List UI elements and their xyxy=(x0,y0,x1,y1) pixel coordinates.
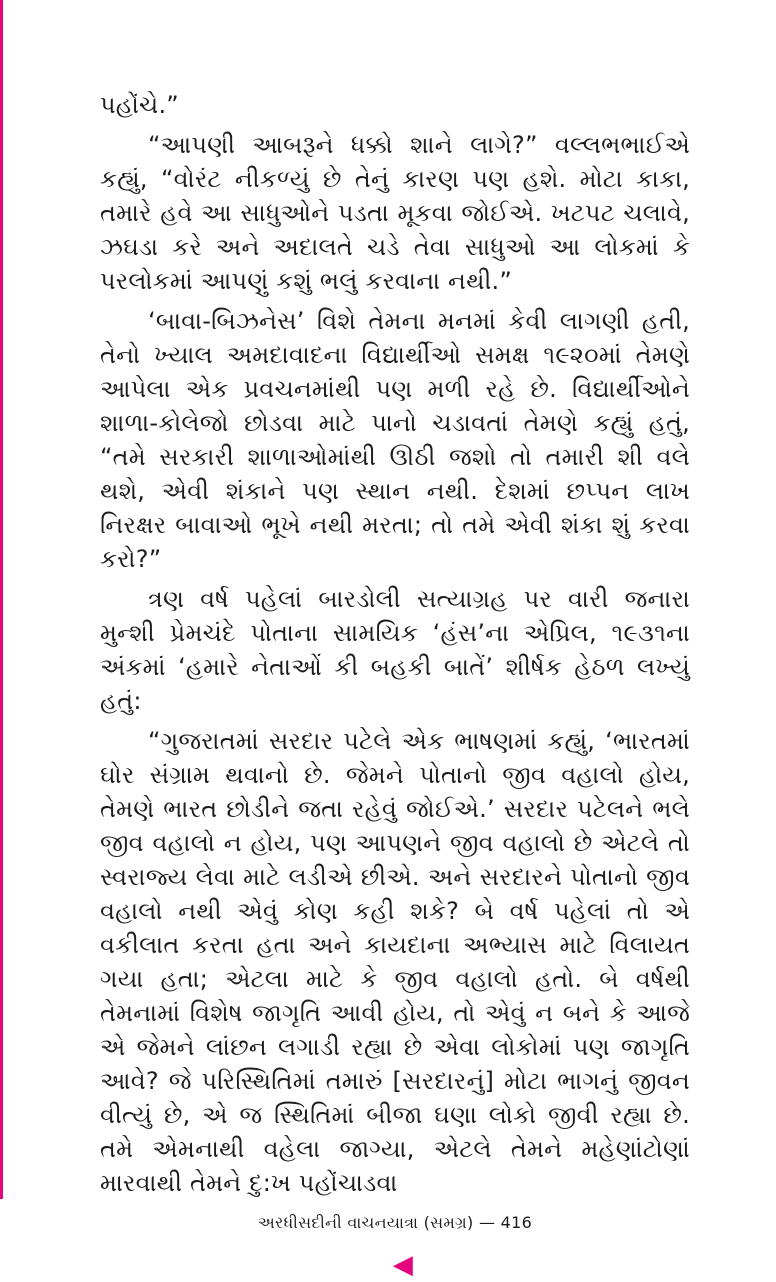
paragraph: ‘બાવા-બિઝનેસ’ વિશે તેમના મનમાં કેવી લાગણી હતી, તેનો ખ્યાલ અમદાવાદના વિદ્યાર્થીઓ સમક્ષ ૧૯૨૦માં તેમણે આપેલા એક પ્રવચનમાંથી પણ મળી રહે છે. વિદ્યાર્થીઓને શાળા-કોલેજો છોડવા માટે પાનો ચડાવતાં તેમણે કહ્યું હતું, “તમે સરકારી શાળાઓમાંથી ઊઠી જશો તો તમારી શી વલે થશે, એવી શંકાને પણ સ્થાન નથી. દેશમાં છપ્પન લાખ નિરક્ષર બાવાઓ ભૂખે નથી મરતા; તો તમે એવી શંકા શું કરવા કરો?” xyxy=(100,307,690,573)
previous-page-icon[interactable]: ◀ xyxy=(392,1250,414,1280)
running-footer xyxy=(100,1212,690,1234)
footer-page-number: 416 xyxy=(500,1213,533,1232)
paragraph: ત્રણ વર્ષ પહેલાં બારડોલી સત્યાગ્રહ પર વારી જનારા મુન્શી પ્રેમચંદે પોતાના સામયિક ‘હંસ’ના એપ્રિલ, ૧૯૩૧ના અંકમાં ‘હમારે નેતાઓં કી બહકી બાતેં’ શીર્ષક હેઠળ લખ્યું હતું: xyxy=(100,585,690,715)
page-text-block xyxy=(100,88,690,1282)
footer-separator: — xyxy=(473,1213,501,1232)
paragraph: “ગુજરાતમાં સરદાર પટેલે એક ભાષણમાં કહ્યું, ‘ભારતમાં ઘોર સંગ્રામ થવાનો છે. જેમને પોતાનો જીવ વહાલો હોય, તેમણે ભારત છોડીને જતા રહેવું જોઈએ.’ સરદાર પટેલને ભલે જીવ વહાલો ન હોય, પણ આપણને જીવ વહાલો છે એટલે તો સ્વરાજ્ય લેવા માટે લડીએ છીએ. અને સરદારને પોતાનો જીવ વહાલો નથી એવું કોણ કહી શકે? બે વર્ષ પહેલાં તો એ વકીલાત કરતા હતા અને કાયદાના અભ્યાસ માટે વિલાયત ગયા હતા; એટલા માટે કે જીવ વહાલો હતો. બે વર્ષથી તેમનામાં વિશેષ જાગૃતિ આવી હોય, તો એવું ન બને કે આજે એ જેમને લાંછન લગાડી રહ્યા છે એવા લોકોમાં પણ જાગૃતિ આવે? જે પરિસ્થિતિમાં તમારું [સરદારનું] મોટા ભાગનું જીવન વીત્યું છે, એ જ સ્થિતિમાં બીજા ઘણા લોકો જીવી રહ્યા છે. તમે એમનાથી વહેલા જાગ્યા, એટલે તેમને મહેણાંટોણાં મારવાથી તેમને દુ:ખ પહોંચાડવા xyxy=(100,727,690,1197)
footer-book-title: અરધીસદીની વાચનયાત્રા (સમગ્ર) xyxy=(257,1213,474,1232)
page-edge-accent-bar xyxy=(0,0,3,1199)
paragraph: “આપણી આબરૂને ધક્કો શાને લાગે?” વલ્લભભાઈએ કહ્યું, “વોરંટ નીકળ્યું છે તેનું કારણ પણ હશે. મોટા કાકા, તમારે હવે આ સાધુઓને પડતા મૂકવા જોઈએ. ખટપટ ચલાવે, ઝઘડા કરે અને અદાલતે ચડે તેવા સાધુઓ આ લોકમાં કે પરલોકમાં આપણું કશું ભલું કરવાના નથી.” xyxy=(100,131,690,295)
paragraph-continuation: પહોંચે.” xyxy=(100,91,179,119)
page-nav-row xyxy=(100,1248,690,1282)
